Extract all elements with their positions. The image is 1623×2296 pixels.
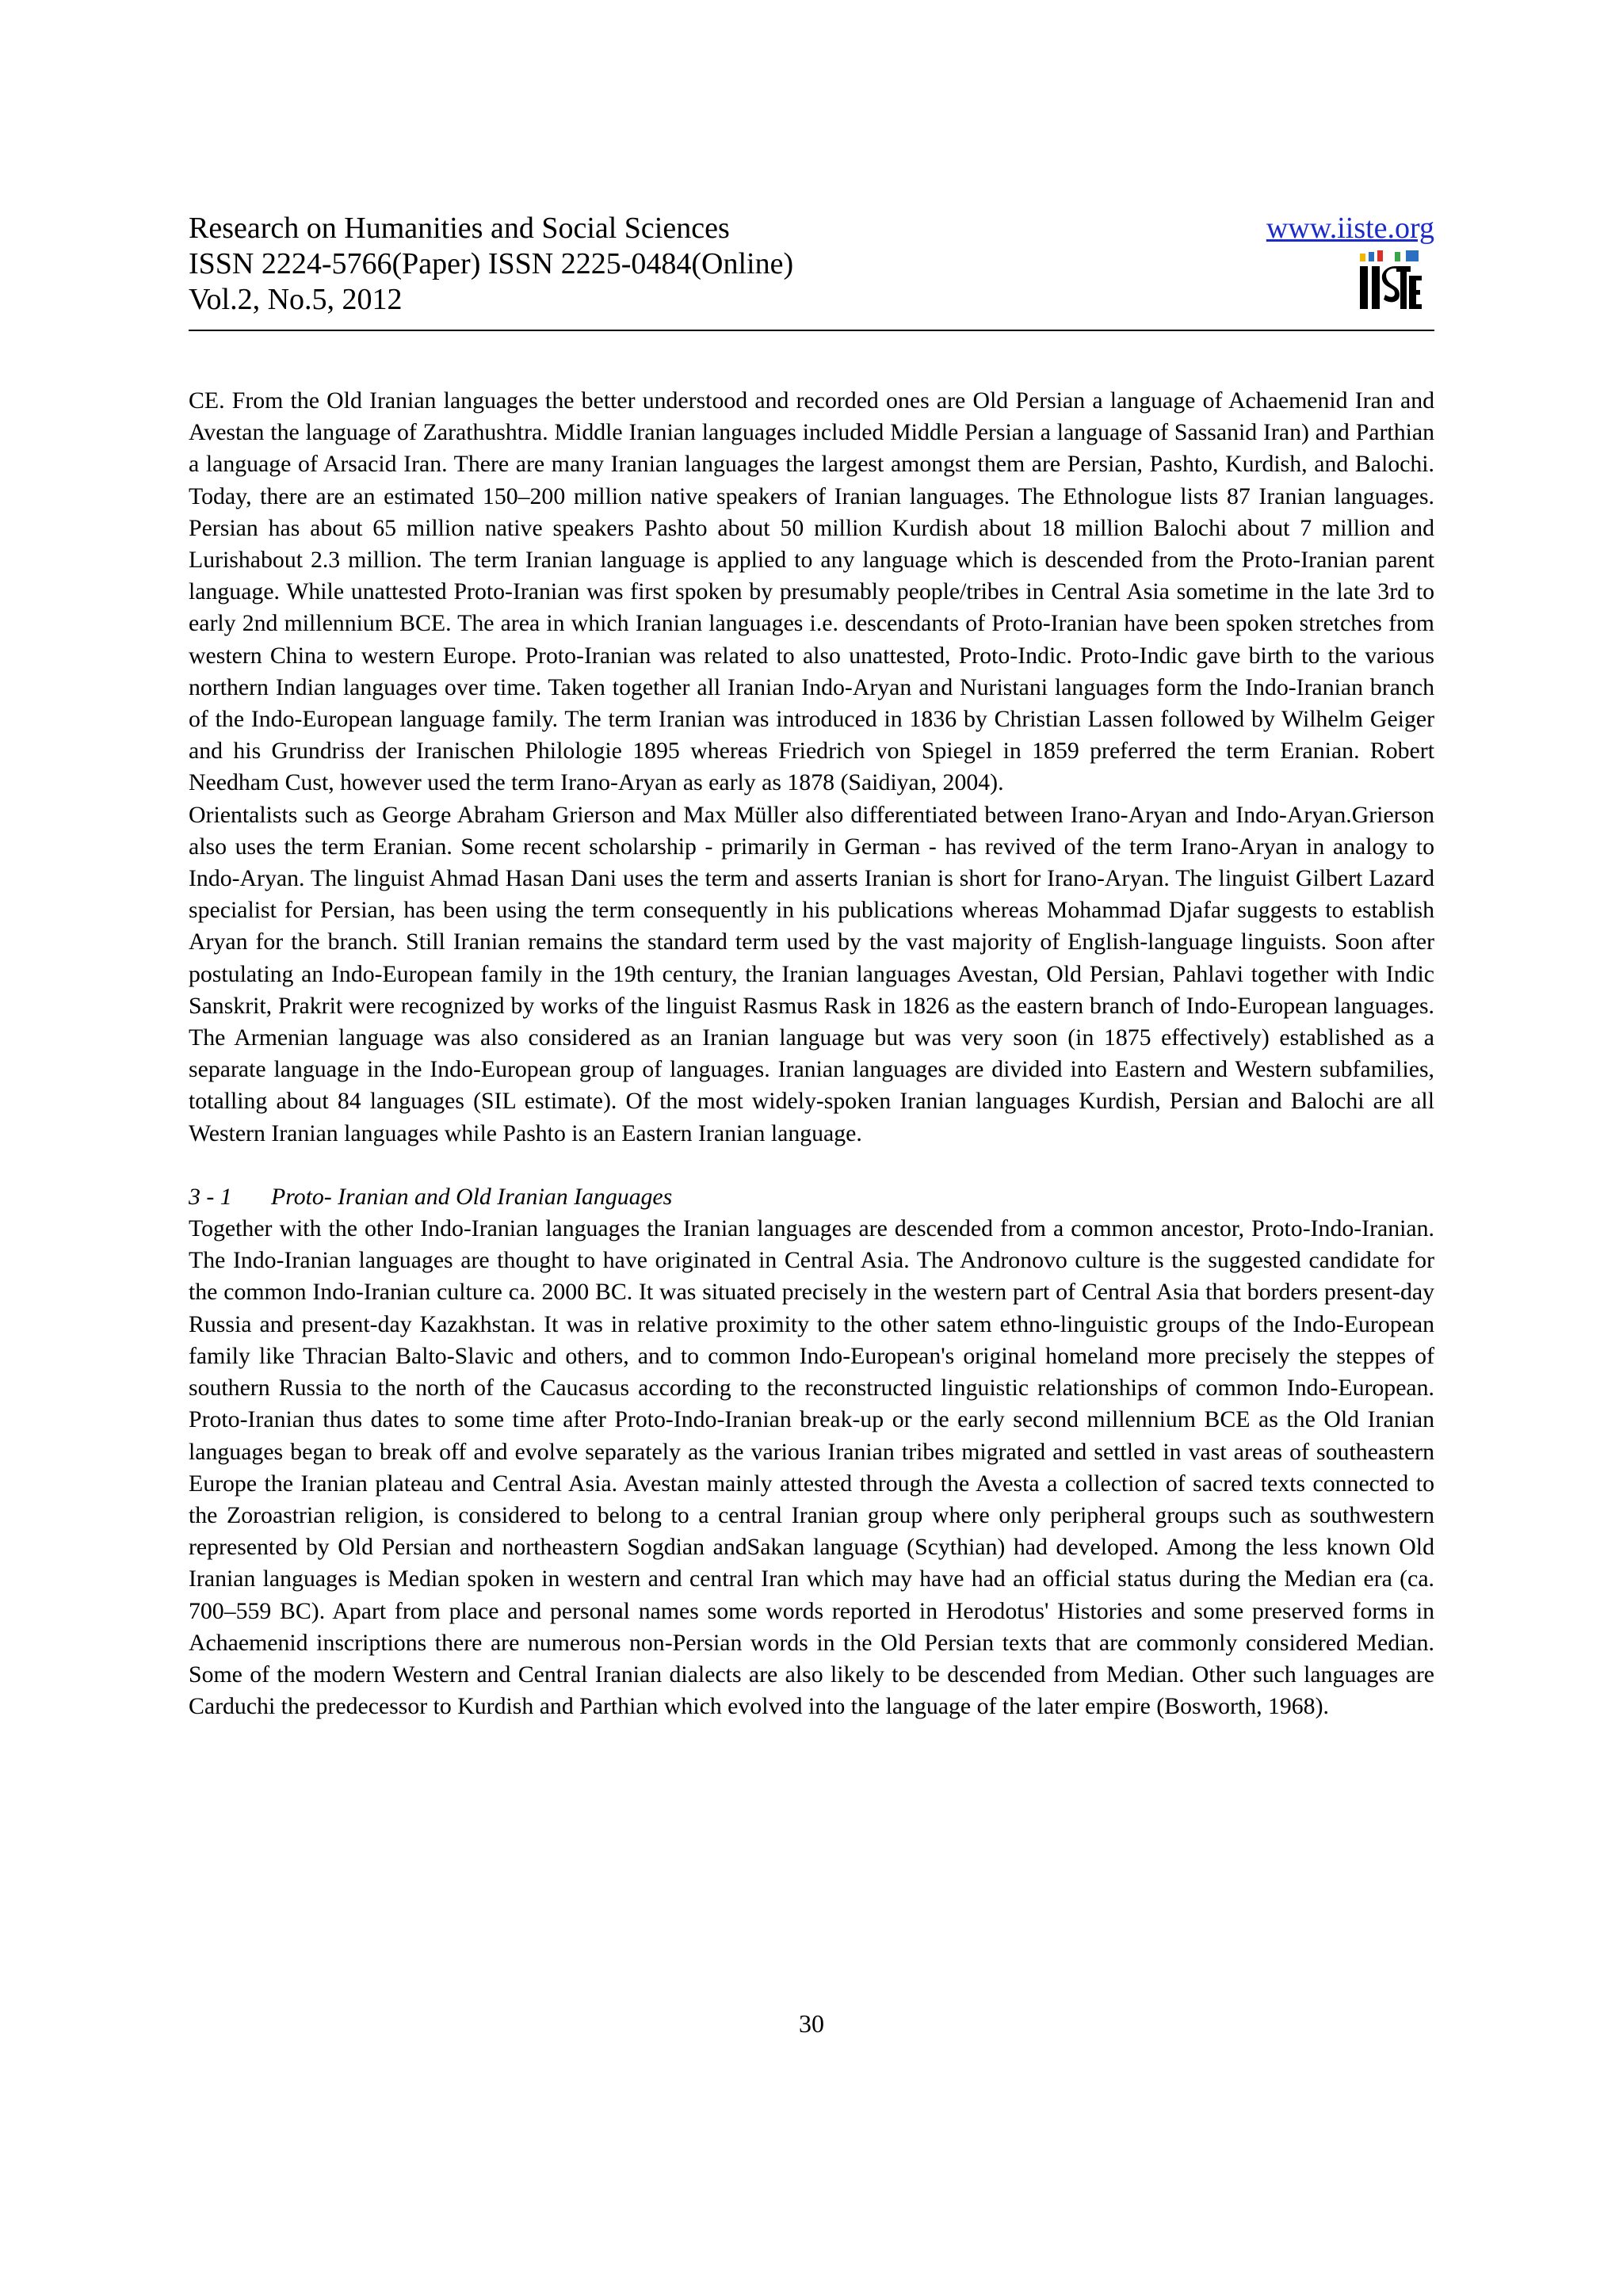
journal-volume: Vol.2, No.5, 2012: [189, 283, 403, 316]
website-link[interactable]: www.iiste.org: [1266, 212, 1434, 245]
body-paragraph: CE. From the Old Iranian languages the better understood and recorded ones are Old Persian a language of Achaemenid Iran and Avestan the language of Zarathushtra. Middle Iranian languages included Middle Persian a language of Sassanid Iran) and Parthian a language of Arsacid Iran. There are many Iranian languages the largest amongst them are Persian, Pashto, Kurdish, and Balochi. Today, there are an estimated 150–200 million native speakers of Iranian languages. The Ethnologue lists 87 Iranian languages. Persian has about 65 million native speakers Pashto about 50 million Kurdish about 18 million Balochi about 7 million and Lurishabout 2.3 million. The term Iranian language is applied to any language which is descended from the Proto-Iranian parent language. While unattested Proto-Iranian was first spoken by presumably people/tribes in Central Asia sometime in the late 3rd to early 2nd millennium BCE. The area in which Iranian languages i.e. descendants of Proto-Iranian have been spoken stretches from western China to western Europe. Proto-Iranian was related to also unattested, Proto-Indic. Proto-Indic gave birth to the various northern Indian languages over time. Taken together all Iranian Indo-Aryan and Nuristani languages form the Indo-Iranian branch of the Indo-European language family. The term Iranian was introduced in 1836 by Christian Lassen followed by Wilhelm Geiger and his Grundriss der Iranischen Philologie 1895 whereas Friedrich von Spiegel in 1859 preferred the term Eranian. Robert Needham Cust, however used the term Irano-Aryan as early as 1878 (Saidiyan, 2004).: [189, 387, 1434, 796]
journal-title: Research on Humanities and Social Sciences: [189, 212, 730, 245]
body-paragraph: Orientalists such as George Abraham Grierson and Max Müller also differentiated between Irano-Aryan and Indo-Aryan.Grierson also uses the term Eranian. Some recent scholarship - primarily in German - has revived of the term Irano-Aryan in analogy to Indo-Aryan. The linguist Ahmad Hasan Dani uses the term and asserts Iranian is short for Irano-Aryan. The linguist Gilbert Lazard specialist for Persian, has been using the term consequently in his publications whereas Mohammad Djafar suggests to establish Aryan for the branch. Still Iranian remains the standard term used by the vast majority of English-language linguists. Soon after postulating an Indo-European family in the 19th century, the Iranian languages Avestan, Old Persian, Pahlavi together with Indic Sanskrit, Prakrit were recognized by works of the linguist Rasmus Rask in 1826 as the eastern branch of Indo-European languages. The Armenian language was also considered as an Iranian language but was very soon (in 1875 effectively) established as a separate language in the Indo-European group of languages. Iranian languages are divided into Eastern and Western subfamilies, totalling about 84 languages (SIL estimate). Of the most widely-spoken Iranian languages Kurdish, Persian and Balochi are all Western Iranian languages while Pashto is an Eastern Iranian language.: [189, 801, 1434, 1146]
iiste-logo-icon: [1357, 249, 1423, 312]
header-divider: [189, 330, 1434, 331]
section-heading: [189, 1181, 1434, 1213]
section-number: 3 - 1: [189, 1183, 232, 1210]
section-title: Proto- Iranian and Old Iranian Ianguages: [271, 1183, 673, 1210]
article-body: [189, 385, 1434, 1722]
page-header: [189, 211, 1434, 331]
section-paragraph: Together with the other Indo-Iranian languages the Iranian languages are descended from a common ancestor, Proto-Indo-Iranian. The Indo-Iranian languages are thought to have originated in Central Asia. The Andronovo culture is the suggested candidate for the common Indo-Iranian culture ca. 2000 BC. It was situated precisely in the western part of Central Asia that borders present-day Russia and present-day Kazakhstan. It was in relative proximity to the other satem ethno-linguistic groups of the Indo-European family like Thracian Balto-Slavic and others, and to common Indo-European's original homeland more precisely the steppes of southern Russia to the north of the Caucasus according to the reconstructed linguistic relationships of common Indo-European. Proto-Iranian thus dates to some time after Proto-Indo-Iranian break-up or the early second millennium BCE as the Old Iranian languages began to break off and evolve separately as the various Iranian tribes migrated and settled in vast areas of southeastern Europe the Iranian plateau and Central Asia. Avestan mainly attested through the Avesta a collection of sacred texts connected to the Zoroastrian religion, is considered to belong to a central Iranian group where only peripheral groups such as southwestern represented by Old Persian and northeastern Sogdian andSakan language (Scythian) had developed. Among the less known Old Iranian languages is Median spoken in western and central Iran which may have had an official status during the Median era (ca. 700–559 BC). Apart from place and personal names some words reported in Herodotus' Histories and some preserved forms in Achaemenid inscriptions there are numerous non-Persian words in the Old Persian texts that are commonly considered Median. Some of the modern Western and Central Iranian dialects are also likely to be descended from Median. Other such languages are Carduchi the predecessor to Kurdish and Parthian which evolved into the language of the later empire (Bosworth, 1968).: [189, 1215, 1434, 1720]
journal-issn: ISSN 2224-5766(Paper) ISSN 2225-0484(Online): [189, 247, 794, 280]
page-number: 30: [799, 2009, 824, 2038]
